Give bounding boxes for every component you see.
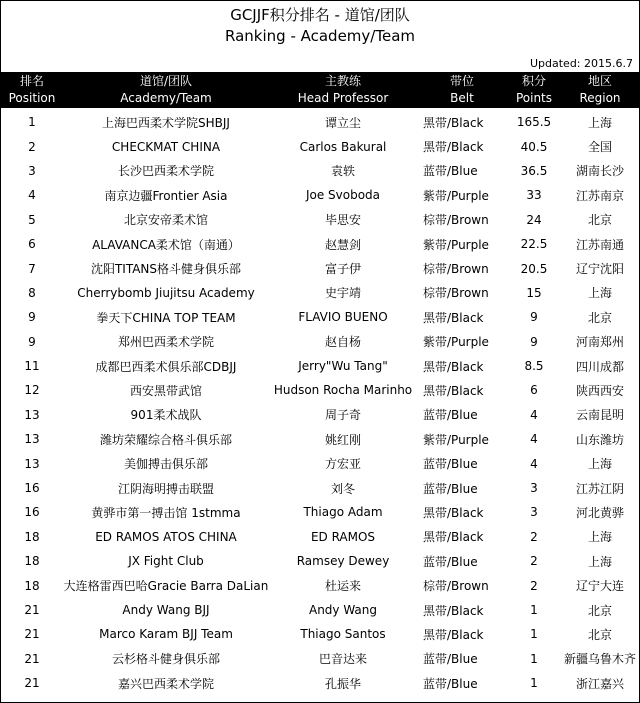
- cell-professor: 姚红刚: [324, 432, 361, 447]
- cell-professor: FLAVIO BUENO: [298, 310, 388, 325]
- cell-region: 山东潍坊: [575, 432, 624, 447]
- cell-professor: Thiago Santos: [300, 627, 386, 642]
- page-title-en: Ranking - Academy/Team: [225, 27, 415, 45]
- cell-academy: ED RAMOS ATOS CHINA: [95, 529, 237, 544]
- cell-academy: 云杉格斗健身俱乐部: [111, 652, 220, 667]
- cell-region: 上海: [587, 457, 612, 472]
- header-points: 积分 Points: [507, 72, 561, 108]
- page-title-cn: GCJJF积分排名 - 道馆/团队: [230, 6, 410, 24]
- cell-position: 21: [24, 627, 40, 642]
- cell-position: 13: [24, 456, 40, 471]
- cell-region: 全国: [587, 140, 612, 155]
- header-academy: 道馆/团队 Academy/Team: [63, 72, 269, 108]
- cell-region: 陕西西安: [575, 383, 624, 398]
- header-belt: 带位 Belt: [417, 72, 507, 108]
- cell-region: 新疆乌鲁木齐: [563, 652, 636, 667]
- cell-points: 22.5: [520, 237, 548, 252]
- table-row: [1, 500, 639, 524]
- cell-belt: 棕带/Brown: [423, 262, 489, 277]
- cell-academy: Andy Wang BJJ: [122, 603, 210, 617]
- header-professor: 主教练 Head Professor: [269, 72, 417, 108]
- cell-academy: 西安黑带武馆: [129, 383, 202, 398]
- table-row: [1, 208, 639, 232]
- cell-position: 21: [24, 676, 40, 691]
- cell-belt: 黑带/Black: [423, 359, 484, 374]
- cell-academy: 北京安帝柔术馆: [123, 213, 208, 228]
- cell-belt: 黑带/Black: [423, 603, 484, 618]
- cell-academy: JX Fight Club: [128, 554, 204, 569]
- cell-region: 浙江嘉兴: [575, 676, 624, 691]
- cell-points: 1: [530, 676, 538, 691]
- table-row: [1, 403, 639, 427]
- cell-points: 1: [530, 603, 538, 617]
- cell-position: 2: [28, 139, 36, 154]
- cell-academy: 上海巴西柔术学院SHBJJ: [102, 115, 230, 130]
- cell-region: 上海: [587, 530, 612, 545]
- cell-academy: CHECKMAT CHINA: [111, 139, 221, 154]
- cell-region: 辽宁大连: [575, 579, 624, 594]
- cell-academy: 成都巴西柔术俱乐部CDBJJ: [95, 359, 237, 374]
- table-row: [1, 354, 639, 378]
- table-row: [1, 573, 639, 597]
- cell-academy: ALAVANCA柔术馆（南通）: [92, 237, 240, 252]
- cell-position: 13: [24, 432, 40, 447]
- table-row: [1, 671, 639, 695]
- cell-academy: 901柔术战队: [130, 408, 202, 423]
- cell-position: 3: [28, 163, 36, 178]
- cell-points: 15: [526, 285, 542, 300]
- cell-academy: 南京边疆Frontier Asia: [104, 188, 228, 203]
- cell-belt: 蓝带/Blue: [423, 164, 478, 179]
- cell-professor: Ramsey Dewey: [296, 554, 390, 569]
- cell-academy: Cherrybomb Jiujitsu Academy: [77, 285, 255, 300]
- cell-belt: 黑带/Black: [423, 140, 484, 155]
- cell-points: 2: [530, 578, 538, 593]
- cell-position: 9: [28, 334, 36, 349]
- cell-points: 36.5: [520, 163, 548, 178]
- cell-region: 上海: [587, 115, 612, 130]
- cell-position: 4: [28, 188, 36, 203]
- cell-professor: 杜运来: [324, 579, 361, 594]
- table-row: [1, 549, 639, 573]
- cell-academy: Marco Karam BJJ Team: [99, 627, 233, 642]
- cell-professor: Andy Wang: [308, 603, 378, 617]
- cell-points: 8.5: [524, 359, 544, 374]
- table-body: [1, 108, 639, 695]
- cell-academy: 潍坊荣耀综合格斗俱乐部: [99, 432, 232, 447]
- cell-professor: ED RAMOS: [310, 529, 376, 544]
- cell-belt: 蓝带/Blue: [423, 652, 478, 667]
- cell-region: 上海: [587, 286, 612, 301]
- cell-professor: 谭立尘: [324, 115, 361, 130]
- table-row: [1, 476, 639, 500]
- cell-professor: 赵自杨: [324, 335, 361, 350]
- cell-points: 3: [530, 505, 538, 520]
- cell-position: 8: [28, 285, 36, 300]
- cell-region: 北京: [587, 310, 612, 325]
- cell-position: 6: [28, 237, 36, 252]
- cell-points: 33: [526, 188, 542, 203]
- cell-position: 21: [24, 603, 40, 617]
- cell-professor: 史宇靖: [324, 286, 361, 301]
- cell-belt: 蓝带/Blue: [423, 457, 478, 472]
- table-row: [1, 525, 639, 549]
- cell-belt: 棕带/Brown: [423, 286, 489, 301]
- cell-points: 9: [530, 334, 538, 349]
- cell-position: 5: [28, 212, 36, 227]
- table-row: [1, 305, 639, 329]
- cell-points: 2: [530, 554, 538, 569]
- cell-region: 北京: [587, 213, 612, 228]
- cell-region: 四川成都: [575, 359, 624, 374]
- cell-region: 江苏江阴: [575, 481, 624, 496]
- table-row: [1, 108, 639, 134]
- cell-belt: 紫带/Purple: [423, 237, 489, 252]
- cell-position: 18: [24, 529, 40, 544]
- cell-academy: 大连格雷西巴哈Gracie Barra DaLian: [63, 579, 269, 594]
- table-row: [1, 183, 639, 207]
- header-region: 地区 Region: [561, 72, 639, 108]
- cell-points: 9: [530, 310, 538, 325]
- ranking-table: [1, 72, 639, 695]
- cell-region: 辽宁沈阳: [575, 262, 624, 277]
- cell-professor: Hudson Rocha Marinho: [273, 383, 413, 398]
- table-row: [1, 598, 639, 622]
- cell-region: 云南昆明: [575, 408, 624, 423]
- table-row: [1, 256, 639, 280]
- cell-region: 江苏南通: [575, 237, 624, 252]
- table-row: [1, 232, 639, 256]
- cell-academy: 拳天下CHINA TOP TEAM: [96, 310, 236, 325]
- cell-position: 11: [24, 359, 40, 374]
- cell-points: 1: [530, 651, 538, 666]
- cell-belt: 黑带/Black: [423, 505, 484, 520]
- cell-professor: 方宏亚: [324, 457, 361, 472]
- cell-points: 3: [530, 481, 538, 496]
- cell-region: 江苏南京: [575, 188, 624, 203]
- cell-position: 16: [24, 481, 40, 496]
- table-row: [1, 622, 639, 646]
- cell-belt: 紫带/Purple: [423, 188, 489, 203]
- cell-region: 湖南长沙: [575, 164, 624, 179]
- updated-date: Updated: 2015.6.7: [529, 57, 633, 70]
- cell-points: 4: [530, 432, 538, 447]
- cell-belt: 黑带/Black: [423, 530, 484, 545]
- cell-points: 20.5: [520, 261, 548, 276]
- cell-points: 4: [530, 407, 538, 422]
- cell-region: 上海: [587, 554, 612, 569]
- cell-position: 12: [24, 383, 40, 398]
- cell-academy: 沈阳TITANS格斗健身俱乐部: [90, 262, 242, 277]
- cell-belt: 蓝带/Blue: [423, 554, 478, 569]
- table-row: [1, 330, 639, 354]
- cell-points: 40.5: [520, 139, 548, 154]
- cell-professor: 袁轶: [330, 164, 355, 179]
- header-position: 排名 Position: [1, 72, 63, 108]
- cell-points: 1: [530, 627, 538, 642]
- cell-points: 4: [530, 456, 538, 471]
- cell-academy: 郑州巴西柔术学院: [117, 335, 214, 350]
- cell-points: 24: [526, 212, 542, 227]
- cell-region: 河北黄骅: [575, 505, 624, 520]
- cell-belt: 蓝带/Blue: [423, 481, 478, 496]
- table-row: [1, 378, 639, 402]
- table-row: [1, 427, 639, 451]
- cell-position: 9: [28, 310, 36, 325]
- cell-position: 7: [28, 261, 36, 276]
- cell-professor: 孔振华: [324, 676, 361, 691]
- cell-position: 13: [24, 407, 40, 422]
- cell-professor: Thiago Adam: [303, 505, 383, 520]
- cell-professor: 毕思安: [324, 213, 361, 228]
- cell-professor: 周子奇: [324, 408, 361, 423]
- cell-belt: 棕带/Brown: [423, 579, 489, 594]
- cell-points: 165.5: [516, 115, 552, 130]
- cell-belt: 黑带/Black: [423, 627, 484, 642]
- cell-professor: Joe Svoboda: [305, 188, 381, 203]
- cell-belt: 蓝带/Blue: [423, 676, 478, 691]
- cell-belt: 黑带/Black: [423, 310, 484, 325]
- cell-position: 16: [24, 505, 40, 520]
- cell-position: 18: [24, 554, 40, 569]
- cell-academy: 美伽搏击俱乐部: [123, 457, 208, 472]
- cell-academy: 江阴海明搏击联盟: [117, 481, 214, 496]
- table-row: [1, 451, 639, 475]
- cell-academy: 黄骅市第一搏击馆 1stmma: [91, 505, 241, 520]
- cell-points: 2: [530, 529, 538, 544]
- table-row: [1, 281, 639, 305]
- cell-belt: 紫带/Purple: [423, 432, 489, 447]
- cell-professor: 刘冬: [330, 481, 355, 496]
- cell-professor: 巴音达来: [318, 652, 367, 667]
- cell-region: 北京: [587, 603, 612, 618]
- cell-professor: Jerry"Wu Tang": [298, 359, 388, 374]
- cell-region: 河南郑州: [575, 335, 624, 350]
- cell-professor: 赵慧剑: [324, 237, 361, 252]
- cell-points: 6: [530, 383, 538, 398]
- cell-academy: 长沙巴西柔术学院: [117, 164, 214, 179]
- cell-belt: 紫带/Purple: [423, 335, 489, 350]
- cell-region: 北京: [587, 627, 612, 642]
- cell-belt: 蓝带/Blue: [423, 408, 478, 423]
- cell-belt: 棕带/Brown: [423, 213, 489, 228]
- cell-professor: 富子伊: [324, 262, 361, 277]
- cell-position: 1: [28, 115, 36, 130]
- table-row: [1, 647, 639, 671]
- table-row: [1, 159, 639, 183]
- cell-belt: 黑带/Black: [423, 115, 484, 130]
- cell-belt: 黑带/Black: [423, 383, 484, 398]
- cell-academy: 嘉兴巴西柔术学院: [117, 676, 214, 691]
- table-row: [1, 134, 639, 158]
- cell-position: 18: [24, 578, 40, 593]
- table-header: [1, 72, 639, 108]
- cell-professor: Carlos Bakural: [299, 139, 387, 154]
- cell-position: 21: [24, 651, 40, 666]
